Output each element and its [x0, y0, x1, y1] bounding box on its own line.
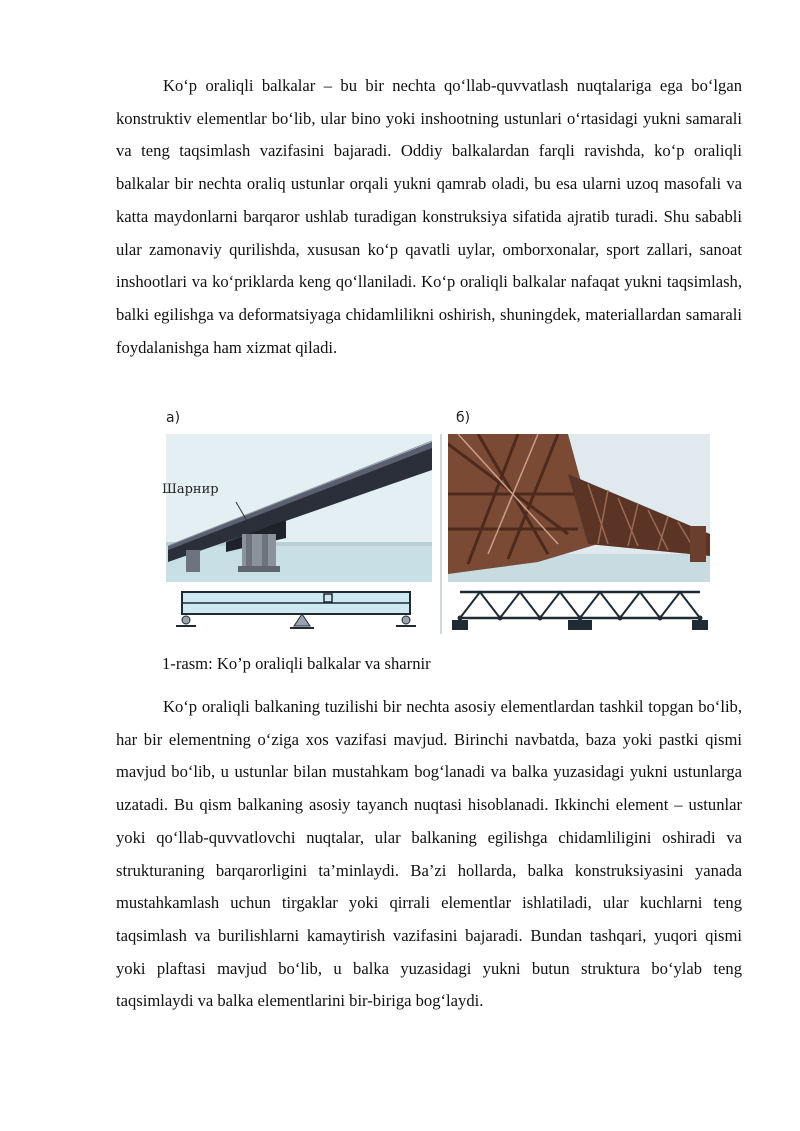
panel-label-a: а) — [166, 410, 181, 426]
figure-bridges — [160, 410, 712, 642]
beam-scheme-a — [174, 586, 430, 636]
hinge-label: Шарнир — [162, 482, 219, 497]
truss-scheme-b — [452, 586, 710, 636]
figure-divider — [440, 434, 442, 634]
paragraph-intro: Ko‘p oraliqli balkalar – bu bir nechta qo‘llab-quvvatlash nuqtalariga ega bo‘lgan konstruktiv elementlar bo‘lib, ular bino yoki inshootning ustunlari o‘rtasidagi yukni samarali va teng taqsimlash vazifasini bajaradi. Oddiy balkalardan farqli ravishda, ko‘p oraliqli balkalar bir nechta oraliq ustunlar orqali yukni qamrab oladi, bu esa ularni uzoq masofali va katta maydonlarni barqaror ushlab turadigan konstruksiya sifatida ajratib turadi. Shu sababli ular zamonaviy qurilishda, xususan ko‘p qavatli uylar, omborxonalar, sport zallari, sanoat inshootlari va ko‘priklarda keng qo‘llaniladi. Ko‘p oraliqli balkalar nafaqat yukni taqsimlash, balki egilishga va deformatsiyaga chidamlilikni oshirish, shuningdek, materiallardan samarali foydalanishga ham xizmat qiladi. — [116, 76, 742, 357]
panel-label-b: б) — [456, 410, 471, 426]
paragraph-structure: Ko‘p oraliqli balkaning tuzilishi bir nechta asosiy elementlardan tashkil topgan bo‘lib, har bir elementning o‘ziga xos vazifasi mavjud. Birinchi navbatda, baza yoki pastki qismi mavjud bo‘lib, u ustunlar bilan mustahkam bog‘lanadi va balka yuzasidagi yukni ustunlarga uzatadi. Bu qism balkaning asosiy tayanch nuqtasi hisoblanadi. Ikkinchi element – ustunlar yoki qo‘llab-quvvatlovchi nuqtalar, ular balkaning egilishga chidamliligini oshiradi va strukturaning barqarorligini ta’minlaydi. Ba’zi hollarda, balka konstruksiyasini yanada mustahkamlash uchun tirgaklar yoki qirrali elementlar ishlatiladi, ular kuchlarni teng taqsimlash va burilishlarni kamaytirish vazifasini bajaradi. Bundan tashqari, yuqori qismi yoki plaftasi mavjud bo‘lib, u balka yuzasidagi yukni butun struktura bo‘ylab teng taqsimlaydi va balka elementlarini bir-biriga bog‘laydi. — [116, 697, 742, 1011]
bridge-photo-a — [166, 434, 432, 582]
bridge-photo-b — [448, 434, 710, 582]
figure-caption: 1-rasm: Ko’p oraliqli balkalar va sharnir — [162, 654, 431, 673]
